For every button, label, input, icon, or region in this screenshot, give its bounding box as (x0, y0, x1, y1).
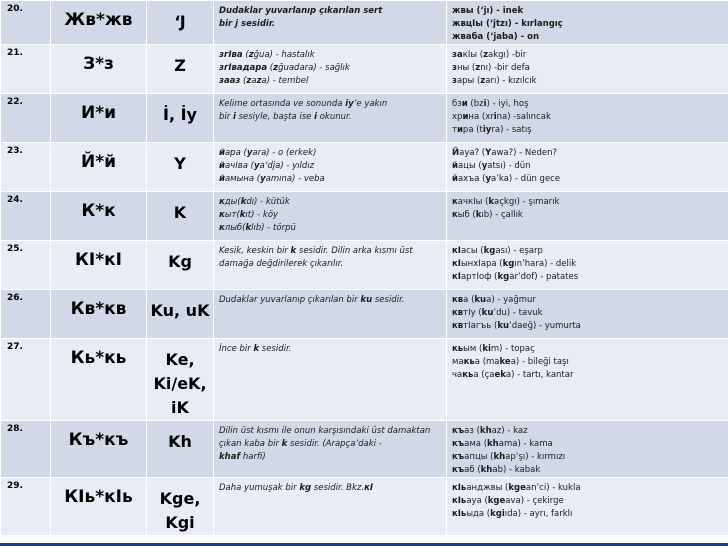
text-run: m) - topaç (490, 344, 535, 354)
text-run: ara) - o (erkek) (252, 148, 317, 158)
text-line (452, 438, 726, 451)
text-line (219, 147, 443, 160)
cyrillic-letter: КI*кI (51, 241, 147, 290)
text-run: kg (483, 246, 496, 256)
text-run: кв (452, 321, 464, 331)
text-run: ki (482, 344, 491, 354)
examples-cell (447, 478, 728, 536)
text-run: akgı) -bir (488, 50, 527, 60)
text-run: an’ci) - kukla (525, 483, 581, 493)
text-run: a’dja) - yıldız (259, 161, 315, 171)
text-run: kh (480, 465, 493, 475)
text-run: atsı) - dün (487, 161, 531, 171)
text-run: къ (452, 439, 465, 449)
text-run: a) - tartı, kantar (505, 370, 574, 380)
table-row (1, 339, 728, 421)
text-run: згIва (219, 50, 243, 60)
text-line (452, 369, 726, 382)
text-run: къ (452, 465, 465, 475)
table-row (1, 421, 728, 478)
text-run: ku (360, 295, 373, 305)
text-run: lıb) - törpü (251, 223, 296, 233)
text-run: ачкIы ( (457, 197, 489, 207)
text-line (219, 196, 443, 209)
row-number: 23. (1, 143, 51, 192)
text-line (452, 425, 726, 438)
text-line (452, 18, 726, 31)
text-line (452, 31, 726, 44)
text-run: кIы ( (462, 50, 484, 60)
row-number: 29. (1, 478, 51, 536)
text-run: ыт( (224, 210, 240, 220)
text-line (219, 173, 443, 186)
text-run: z (475, 63, 481, 73)
text-run: ( (242, 50, 249, 60)
latin-equivalent: Kge, Kgi (147, 478, 214, 536)
text-run: bir (219, 112, 233, 122)
text-run: ауа ( (466, 496, 488, 506)
text-run: a) - yağmur (486, 295, 536, 305)
description-cell (214, 241, 447, 290)
text-run: бз (452, 99, 462, 109)
text-line (219, 294, 443, 307)
text-line (452, 173, 726, 186)
text-run: y (485, 174, 491, 184)
text-line (452, 245, 726, 258)
description-cell (214, 143, 447, 192)
row-number: 24. (1, 192, 51, 241)
cyrillic-letter: Жв*жв (51, 1, 147, 45)
text-run: кIь (452, 509, 467, 519)
text-run: артIоф ( (460, 272, 498, 282)
text-run: ча (452, 370, 463, 380)
text-line (452, 49, 726, 62)
text-run: ke (499, 357, 511, 367)
text-run: зааз (219, 76, 241, 86)
table-row (1, 94, 728, 143)
text-line (452, 75, 726, 88)
row-number: 21. (1, 45, 51, 94)
text-run: ama) - kama (498, 439, 553, 449)
text-run: z (480, 76, 486, 86)
table-row (1, 45, 728, 94)
text-run: ( (267, 63, 274, 73)
text-run: кI (364, 483, 373, 493)
text-run: (bz (467, 99, 484, 109)
text-line (219, 111, 443, 124)
text-line (219, 258, 443, 271)
description-cell (214, 45, 447, 94)
row-number: 25. (1, 241, 51, 290)
text-run: ’du) - tavuk (493, 308, 543, 318)
text-run: ğuadara) - sağlık (278, 63, 350, 73)
text-line (452, 356, 726, 369)
text-run: sesidir. (372, 295, 405, 305)
text-run: ) - iyi, hoş (486, 99, 529, 109)
examples-cell (447, 94, 728, 143)
examples-cell (447, 192, 728, 241)
text-run: harfi) (240, 452, 266, 462)
text-run: Daha yumuşak bir (219, 483, 300, 493)
text-run: k (281, 439, 288, 449)
text-run: ra) - satış (491, 125, 532, 135)
text-run: a (251, 76, 257, 86)
text-run: з (452, 63, 457, 73)
text-run: й (219, 174, 225, 184)
text-line (452, 62, 726, 75)
text-run: жвцIы (‘jtzı) - kırlangıç (452, 19, 563, 29)
text-line (219, 482, 443, 495)
text-run: ама ( (464, 439, 488, 449)
text-line (219, 98, 443, 111)
text-run: ачIва ( (224, 161, 254, 171)
text-run: к (219, 223, 225, 233)
text-run: i (493, 112, 497, 122)
text-run: kh (479, 426, 492, 436)
text-run: sesidir. (259, 344, 292, 354)
text-line (219, 209, 443, 222)
latin-equivalent: Kg (147, 241, 214, 290)
text-run: ыда ( (466, 509, 491, 519)
text-line (219, 62, 443, 75)
text-run: ды( (224, 197, 241, 207)
text-run: y (260, 174, 266, 184)
latin-equivalent: Ku, uK (147, 290, 214, 339)
text-run: az) - kaz (491, 426, 528, 436)
text-run: kg (497, 272, 510, 282)
text-run: асы ( (460, 246, 484, 256)
text-run: ku (481, 308, 494, 318)
text-run: awa?) - Neden? (491, 148, 558, 158)
text-line (452, 464, 726, 477)
text-run: okunur. (317, 112, 352, 122)
text-run: z (248, 50, 254, 60)
text-run: кIь (452, 483, 467, 493)
examples-cell (447, 1, 728, 45)
text-run: ava) - çekirge (505, 496, 564, 506)
text-run: Kelime ortasında ve sonunda (219, 99, 346, 109)
text-line (452, 124, 726, 137)
text-run: bir j sesidir. (219, 19, 276, 29)
text-line (452, 343, 726, 356)
text-line (452, 196, 726, 209)
text-run: хр (452, 112, 463, 122)
row-number: 20. (1, 1, 51, 45)
text-run: ğua) - hastalık (253, 50, 315, 60)
text-run: iy (482, 125, 492, 135)
text-run: й (452, 174, 458, 184)
cyrillic-letter: Кв*кв (51, 290, 147, 339)
text-line (219, 222, 443, 235)
text-run: kh (487, 439, 499, 449)
text-run: kge (508, 483, 526, 493)
text-run: i (483, 99, 487, 109)
text-run: за (452, 50, 463, 60)
text-run: damağa değdirilerek çıkarılır. (219, 259, 344, 269)
description-cell (214, 192, 447, 241)
text-run: kgi (490, 509, 505, 519)
text-run: к (452, 197, 458, 207)
text-run: ра (t (462, 125, 483, 135)
text-run: ынхIара ( (460, 259, 503, 269)
text-line (452, 258, 726, 271)
text-run: kg (299, 483, 312, 493)
text-run: Dilin üst kısmı ile onun karşısındaki üst damaktan (219, 426, 431, 436)
cyrillic-letter: КIь*кIь (51, 478, 147, 536)
text-run: ны ( (456, 63, 476, 73)
text-line (452, 5, 726, 18)
text-run: ( (240, 76, 247, 86)
text-run: i (232, 112, 236, 122)
text-line (219, 160, 443, 173)
cyrillic-letter: Къ*къ (51, 421, 147, 478)
text-run: к (219, 197, 225, 207)
text-run: iy (345, 99, 354, 109)
text-run: згIвадара (219, 63, 268, 73)
text-run: лыб( (224, 223, 246, 233)
latin-equivalent: ‘J (147, 1, 214, 45)
text-run: аб ( (464, 465, 481, 475)
text-line (452, 508, 726, 521)
text-run: dı) - kütük (246, 197, 290, 207)
cyrillic-letter: Й*й (51, 143, 147, 192)
cyrillic-letter: К*к (51, 192, 147, 241)
text-run: ауа? ( (459, 148, 486, 158)
text-line (452, 482, 726, 495)
text-run: na) -salıncak (496, 112, 551, 122)
text-run: кI (452, 246, 461, 256)
text-run: sesidir. (Arapça’daki - (287, 439, 382, 449)
text-run: и (456, 125, 463, 135)
text-run: ası) - eşarp (495, 246, 543, 256)
table-row (1, 241, 728, 290)
text-run: a) - bileği taşı (510, 357, 569, 367)
text-run: ’e yakın (353, 99, 388, 109)
text-line (452, 160, 726, 173)
text-line (219, 451, 443, 464)
text-run: жваба (‘jaba) - on (452, 32, 540, 42)
description-cell (214, 1, 447, 45)
text-run: k (240, 197, 247, 207)
text-run: k (290, 246, 297, 256)
text-run: ма (452, 357, 464, 367)
examples-cell (447, 339, 728, 421)
text-run: а (ma (474, 357, 500, 367)
latin-equivalent: Z (147, 45, 214, 94)
text-run: Й (452, 148, 460, 158)
text-run: çıkan kaba bir (219, 439, 282, 449)
text-run: тIагъь ( (463, 321, 498, 331)
text-run: k (245, 223, 252, 233)
examples-cell (447, 290, 728, 339)
text-line (219, 438, 443, 451)
text-run: анджвы ( (466, 483, 509, 493)
text-run: ым ( (463, 344, 483, 354)
text-run: açkgı) - şımarık (494, 197, 560, 207)
description-cell (214, 290, 447, 339)
text-line (219, 49, 443, 62)
text-run: и (461, 99, 468, 109)
text-run: k (488, 197, 495, 207)
text-run: nı) -bir defa (480, 63, 530, 73)
text-run: k (253, 344, 260, 354)
text-line (219, 5, 443, 18)
text-run: аз ( (464, 426, 480, 436)
examples-cell (447, 143, 728, 192)
text-run: т (452, 125, 457, 135)
text-line (219, 343, 443, 356)
text-line (452, 209, 726, 222)
cyrillic-letter: Кь*кь (51, 339, 147, 421)
text-line (219, 18, 443, 31)
text-run: arı) - kızılcık (485, 76, 537, 86)
text-run: z (273, 63, 279, 73)
text-run: жвы (‘jı) - inek (452, 6, 524, 16)
text-run: z (246, 76, 252, 86)
text-run: ары ( (456, 76, 481, 86)
table-row (1, 478, 728, 536)
description-cell (214, 339, 447, 421)
text-run: y (253, 161, 260, 171)
table-row (1, 192, 728, 241)
cyrillic-letter: И*и (51, 94, 147, 143)
latin-equivalent: Ke, Ki/eK, iK (147, 339, 214, 421)
text-run: ku (497, 321, 510, 331)
text-line (452, 98, 726, 111)
text-run: Y (485, 148, 492, 158)
text-run: й (219, 161, 225, 171)
text-run: кI (452, 272, 461, 282)
text-run: къ (452, 426, 465, 436)
text-line (452, 307, 726, 320)
examples-cell (447, 45, 728, 94)
text-run: ацы ( (457, 161, 482, 171)
text-run: kge (487, 496, 506, 506)
text-run: кь (463, 357, 475, 367)
table-row (1, 290, 728, 339)
text-run: kg (502, 259, 515, 269)
text-run: к (219, 210, 225, 220)
text-run: ar’dof) - patates (509, 272, 579, 282)
description-cell (214, 421, 447, 478)
text-run: й (452, 161, 458, 171)
text-run: къ (452, 452, 465, 462)
row-number: 22. (1, 94, 51, 143)
text-run: амына ( (224, 174, 261, 184)
text-line (452, 147, 726, 160)
text-run: Kesik, keskin bir (219, 246, 291, 256)
row-number: 27. (1, 339, 51, 421)
text-run: amına) - veba (265, 174, 325, 184)
latin-equivalent: Kh (147, 421, 214, 478)
text-run: sesidir. Dilin arka kısmı üst (296, 246, 413, 256)
text-run: İnce bir (219, 344, 254, 354)
text-run: ku (474, 295, 487, 305)
text-run: апцы ( (464, 452, 494, 462)
text-run: Dudaklar yuvarlanıp çıkarılan bir (219, 295, 361, 305)
text-line (219, 245, 443, 258)
text-run: ахъа ( (457, 174, 486, 184)
text-line (219, 75, 443, 88)
text-run: кь (462, 370, 474, 380)
text-run: ıb) - çallık (481, 210, 523, 220)
text-run: a) - tembel (261, 76, 309, 86)
text-run: з (452, 76, 457, 86)
latin-equivalent: K (147, 192, 214, 241)
text-run: й (219, 148, 225, 158)
text-run: ыб ( (457, 210, 476, 220)
text-run: а ( (463, 295, 475, 305)
text-run: ’daeğ) - yumurta (509, 321, 581, 331)
text-line (452, 271, 726, 284)
text-run: на (xr (468, 112, 494, 122)
table-row (1, 143, 728, 192)
text-run: кв (452, 308, 464, 318)
text-run: кIь (452, 496, 467, 506)
text-run: кь (452, 344, 464, 354)
text-run: k (475, 210, 482, 220)
text-run: sesiyle, başta ise (235, 112, 315, 122)
text-line (452, 294, 726, 307)
text-run: и (462, 112, 469, 122)
row-number: 28. (1, 421, 51, 478)
text-run: кI (452, 259, 461, 269)
latin-equivalent: Y (147, 143, 214, 192)
table-row (1, 1, 728, 45)
text-run: ıda) - ayrı, farklı (504, 509, 573, 519)
text-run: ın’hara) - delik (514, 259, 577, 269)
latin-equivalent: İ, İy (147, 94, 214, 143)
text-run: к (452, 210, 458, 220)
text-run: y (481, 161, 488, 171)
text-run: Dudaklar yuvarlanıp çıkarılan sert (219, 6, 383, 16)
text-run: z (483, 50, 489, 60)
text-run: sesidir. Bkz. (311, 483, 365, 493)
text-line (452, 451, 726, 464)
description-cell (214, 478, 447, 536)
description-cell (214, 94, 447, 143)
text-run: ара ( (224, 148, 247, 158)
text-run: i (314, 112, 317, 122)
text-run: khaf (219, 452, 241, 462)
text-run: kh (493, 452, 506, 462)
text-run: y (246, 148, 253, 158)
text-run: кв (452, 295, 464, 305)
text-line (452, 495, 726, 508)
examples-cell (447, 421, 728, 478)
text-run: ap’şı) - kırmızı (505, 452, 566, 462)
examples-cell (447, 241, 728, 290)
text-run: k (239, 210, 246, 220)
text-run: а (ça (473, 370, 495, 380)
text-run: a’ka) - dün gece (491, 174, 561, 184)
text-run: ab) - kabak (492, 465, 541, 475)
text-run: z (256, 76, 262, 86)
cyrillic-letter: З*з (51, 45, 147, 94)
text-run: ek (494, 370, 506, 380)
text-line (219, 425, 443, 438)
text-line (452, 111, 726, 124)
text-line (452, 320, 726, 333)
row-number: 26. (1, 290, 51, 339)
text-run: ıt) - köy (245, 210, 279, 220)
text-run: тIу ( (463, 308, 482, 318)
